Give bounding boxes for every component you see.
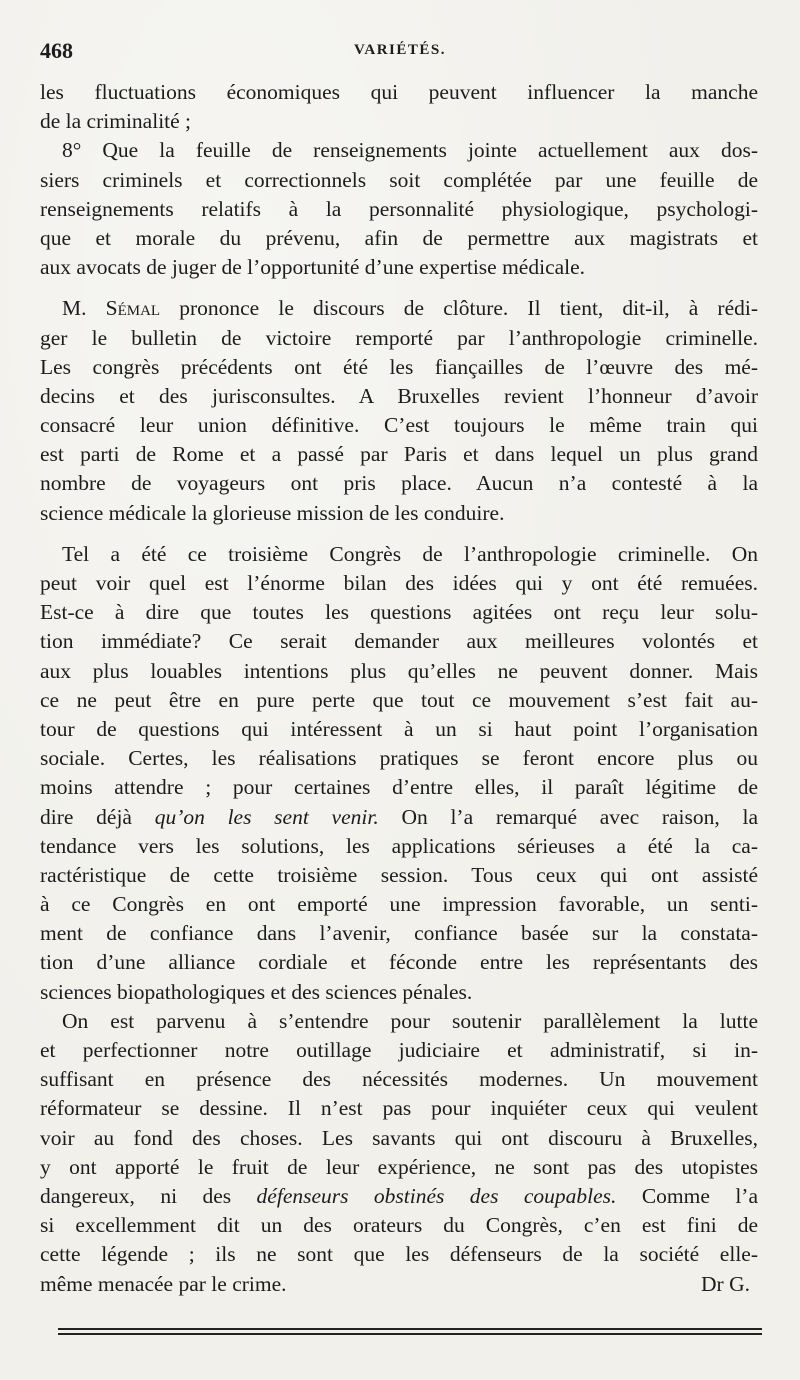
- italic-phrase: qu’on les sent venir.: [154, 804, 379, 829]
- text-line: siers criminels et correctionnels soit complétée par une feuille de: [40, 167, 758, 192]
- text-line: voir au fond des choses. Les savants qui ont discouru à Bruxelles,: [40, 1125, 758, 1150]
- paragraph-gap: [40, 528, 758, 540]
- text-line: ce ne peut être en pure perte que tout ce mouvement s’est fait au-: [40, 687, 758, 712]
- running-head: [40, 38, 760, 68]
- text-line: peut voir quel est l’énorme bilan des idées qui y ont été remuées.: [40, 571, 758, 595]
- italic-phrase: défenseurs obstinés des coupables.: [256, 1183, 617, 1208]
- text-line: aux avocats de juger de l’opportunité d’une expertise médicale.: [40, 255, 586, 280]
- text-line: réformateur se dessine. Il n’est pas pour inquiéter ceux qui veulent: [40, 1096, 758, 1121]
- text-line: On est parvenu à s’entendre pour soutenir parallèlement la lutte: [62, 1008, 758, 1033]
- text-line: science médicale la glorieuse mission de les conduire.: [40, 500, 505, 525]
- text-line: [40, 294, 758, 323]
- divider: [58, 1328, 762, 1330]
- body-text: [40, 78, 758, 1299]
- text-line: renseignements relatifs à la personnalité physiologique, psychologi-: [40, 196, 758, 221]
- text-line: ger le bulletin de victoire remporté par l’anthropologie criminelle.: [40, 325, 758, 350]
- text-line: tion d’une alliance cordiale et féconde entre les représentants des: [40, 950, 758, 975]
- text-line: nombre de voyageurs ont pris place. Aucun n’a contesté à la: [40, 471, 758, 496]
- text-line: à ce Congrès en ont emporté une impression favorable, un senti-: [40, 892, 758, 917]
- paragraph: [40, 78, 758, 136]
- speaker-name: Sémal: [105, 296, 161, 321]
- text-line: moins attendre ; pour certaines d’entre elles, il paraît légitime de: [40, 775, 758, 800]
- text-line: 8° Que la feuille de renseignements jointe actuellement aux dos-: [62, 138, 758, 163]
- paragraph-gap: [40, 282, 758, 294]
- text-fragment: Comme l’a: [616, 1183, 759, 1208]
- text-fragment: On l’a remarqué avec raison, la: [378, 804, 759, 829]
- text-line: [40, 1270, 758, 1299]
- text-fragment: même menacée par le crime.: [40, 1271, 287, 1296]
- text-line: cette légende ; ils ne sont que les défenseurs de la société elle-: [40, 1242, 758, 1267]
- text-fragment: prononce le discours de clôture. Il tient, dit-il, à rédi-: [160, 296, 759, 321]
- text-line: sciences biopathologiques et des sciences pénales.: [40, 979, 473, 1004]
- text-line: de la criminalité ;: [40, 109, 192, 134]
- text-line: decins et des jurisconsultes. A Bruxelles revient l’honneur d’avoir: [40, 383, 758, 408]
- text-line: aux plus louables intentions plus qu’elles ne peuvent donner. Mais: [40, 658, 758, 683]
- text-line: [40, 803, 758, 832]
- text-fragment: dire déjà: [40, 804, 155, 829]
- paragraph: [40, 294, 758, 528]
- paragraph: [40, 136, 758, 282]
- text-line: suffisant en présence des nécessités modernes. Un mouvement: [40, 1067, 758, 1092]
- text-line: les fluctuations économiques qui peuvent influencer la manche: [40, 80, 758, 104]
- text-line: [40, 1182, 758, 1211]
- paragraph: [40, 1007, 758, 1299]
- section-title: VARIÉTÉS.: [353, 42, 446, 58]
- text-line: est parti de Rome et a passé par Paris et dans lequel un plus grand: [40, 442, 758, 467]
- speaker-prefix: M.: [62, 296, 106, 321]
- text-line: si excellemment dit un des orateurs du Congrès, c’en est fini de: [40, 1213, 758, 1238]
- text-line: ment de confiance dans l’avenir, confiance basée sur la constata-: [40, 921, 758, 946]
- text-line: tendance vers les solutions, les applications sérieuses a été la ca-: [40, 833, 758, 858]
- text-line: tour de questions qui intéressent à un si haut point l’organisation: [40, 716, 758, 741]
- text-line: tion immédiate? Ce serait demander aux meilleures volontés et: [40, 629, 758, 654]
- text-line: Les congrès précédents ont été les fiançailles de l’œuvre des mé-: [40, 354, 758, 379]
- text-line: y ont apporté le fruit de leur expérience, ne sont pas des utopistes: [40, 1154, 758, 1179]
- text-line: Est-ce à dire que toutes les questions agitées ont reçu leur solu-: [40, 600, 758, 625]
- text-line: et perfectionner notre outillage judiciaire et administratif, si in-: [40, 1038, 758, 1062]
- text-line: consacré leur union définitive. C’est toujours le même train qui: [40, 413, 758, 438]
- text-line: que et morale du prévenu, afin de permettre aux magistrats et: [40, 225, 758, 250]
- text-fragment: dangereux, ni des: [40, 1183, 257, 1208]
- page-number: 468: [40, 38, 73, 63]
- divider: [58, 1333, 762, 1335]
- signature: Dr G.: [701, 1271, 750, 1296]
- text-line: Tel a été ce troisième Congrès de l’anthropologie criminelle. On: [62, 541, 758, 566]
- paragraph: [40, 540, 758, 1007]
- footer-rule: [58, 1328, 762, 1338]
- text-line: sociale. Certes, les réalisations pratiques se feront encore plus ou: [40, 746, 758, 771]
- text-line: ractéristique de cette troisième session. Tous ceux qui ont assisté: [40, 862, 758, 887]
